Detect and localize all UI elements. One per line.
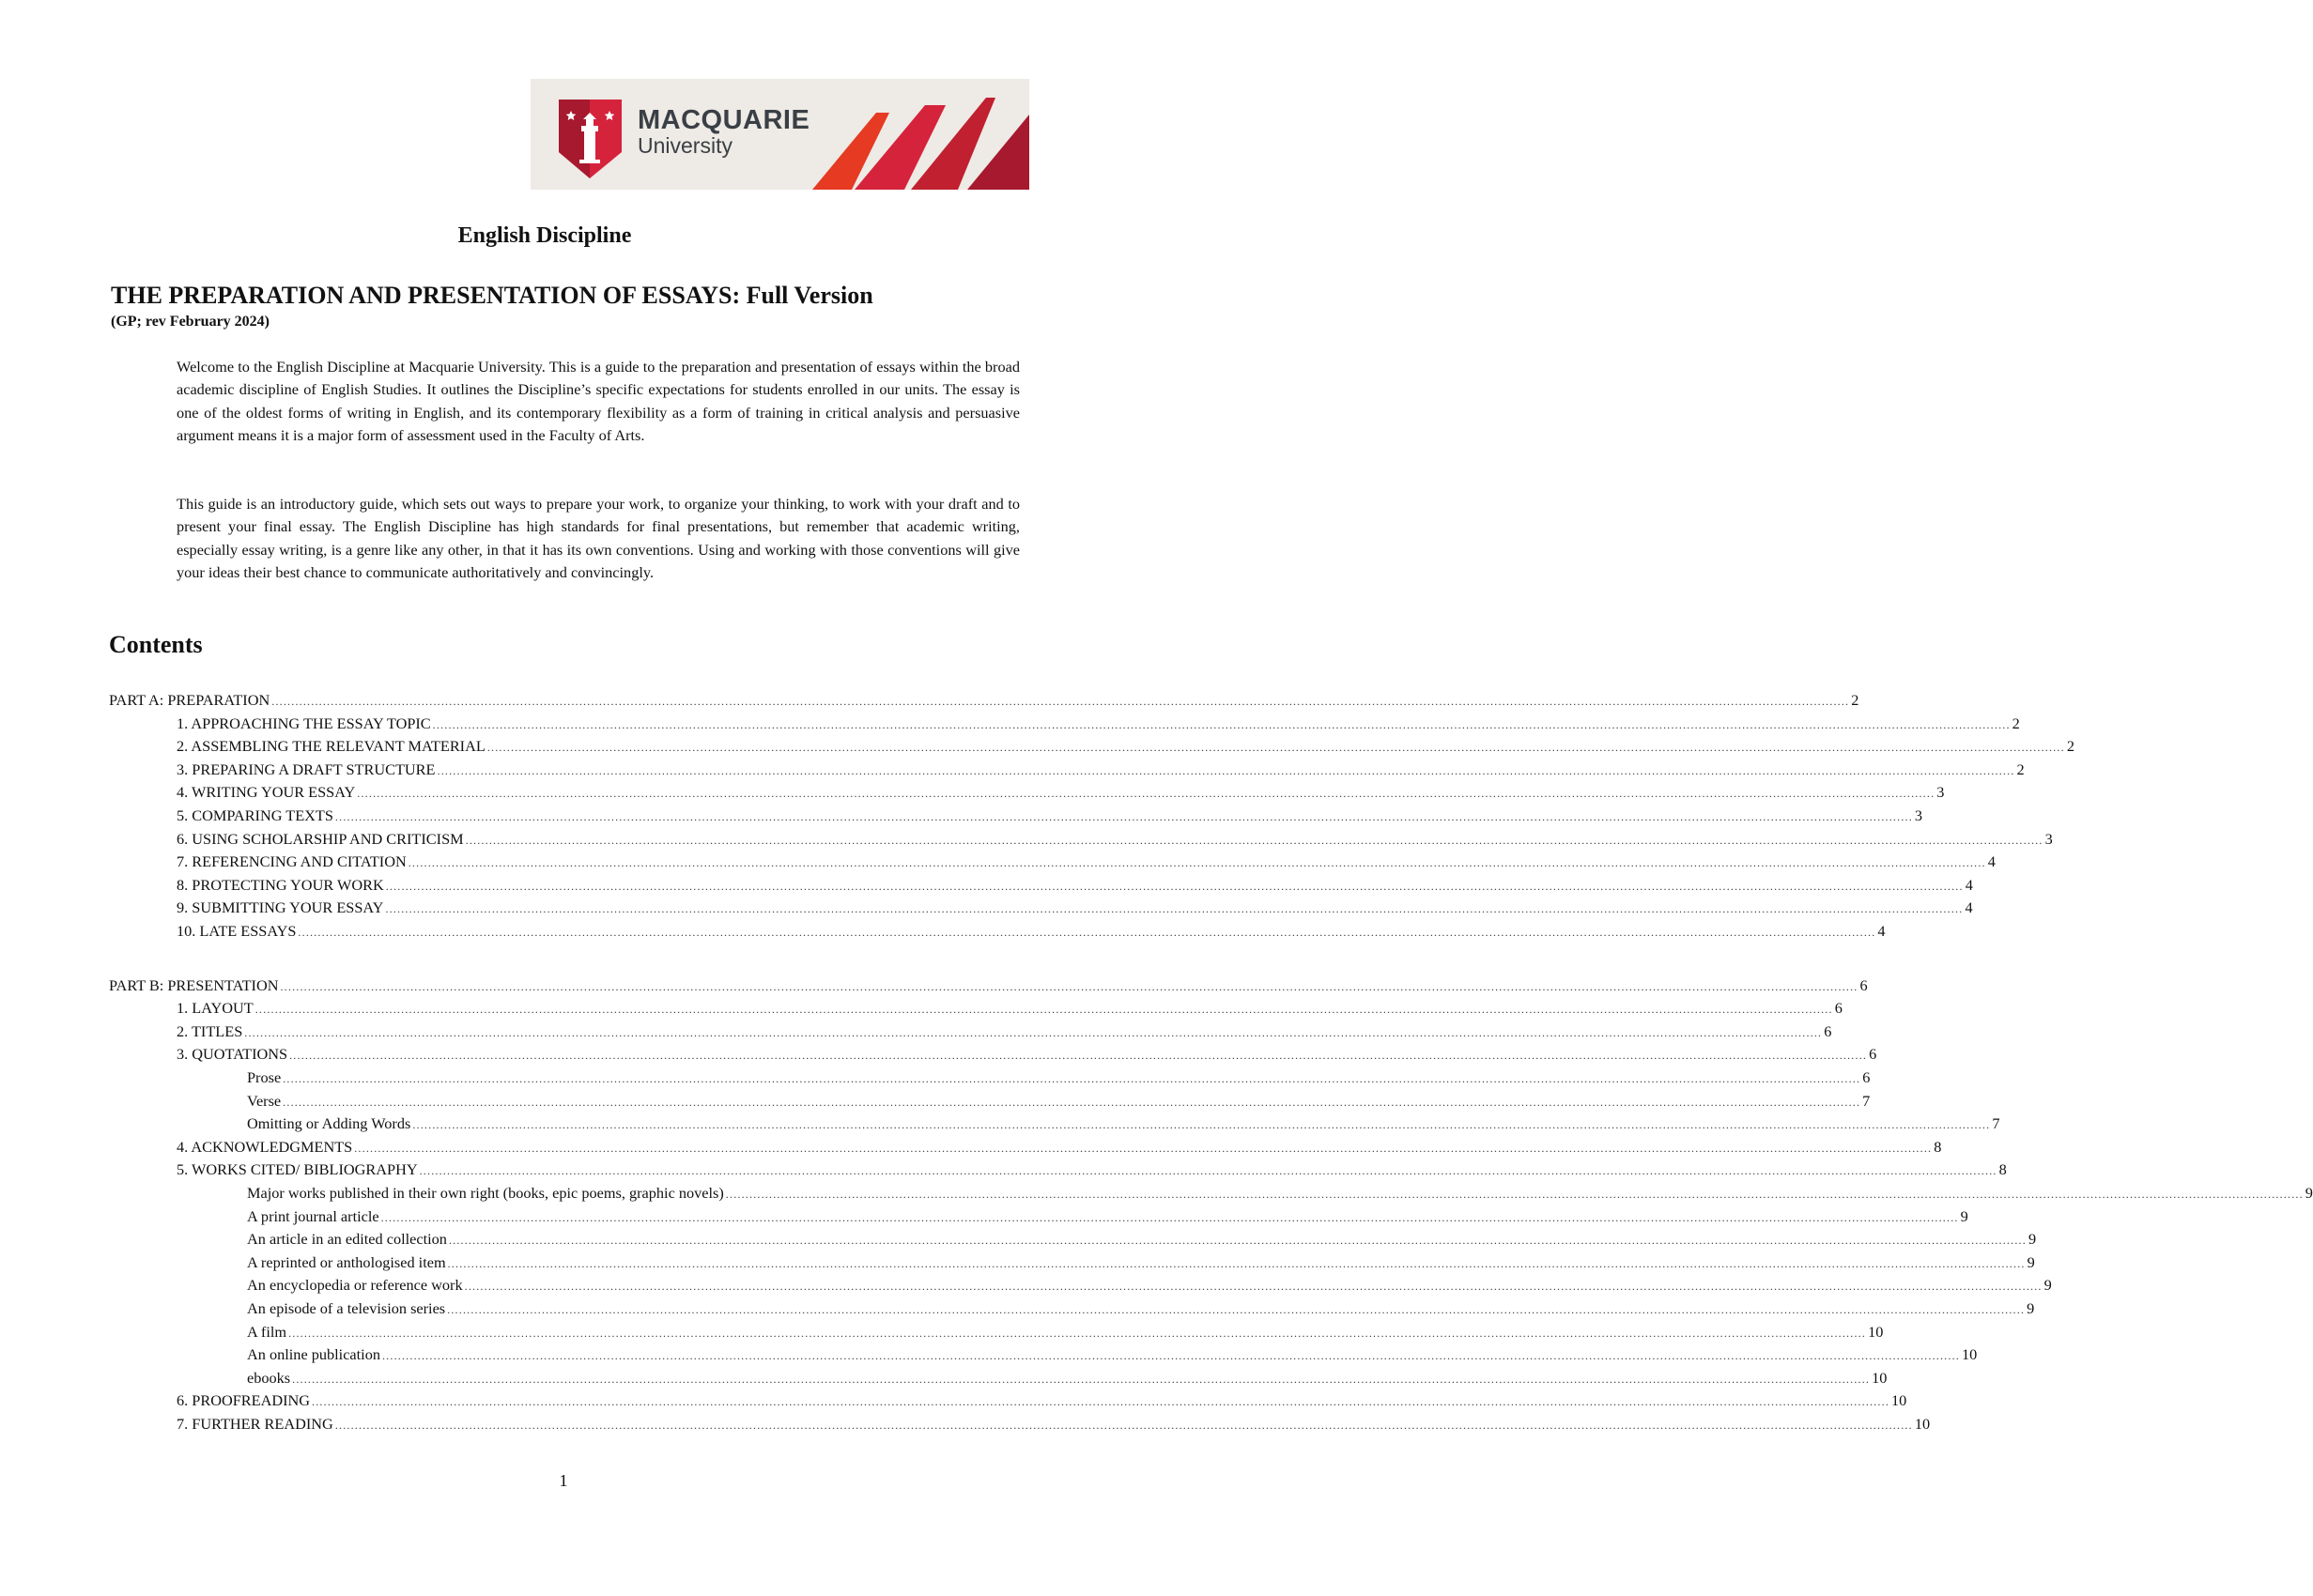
toc-subsection-entry[interactable] [247, 1182, 2313, 1205]
lighthouse-icon [584, 130, 595, 161]
toc-entry-label: An encyclopedia or reference work [247, 1276, 463, 1295]
toc-section-entry[interactable] [177, 897, 1973, 919]
toc-entry-page: 2 [2016, 760, 2025, 778]
toc-entry-page: 2 [2012, 714, 2020, 732]
toc-dot-leader: ................................................................................................................................................................................................................................................................................................................................................................................................................ [447, 1303, 2026, 1316]
toc-dot-leader: ................................................................................................................................................................................................................................................................................................................................................................................................................ [380, 1210, 1959, 1224]
toc-entry-label: 7. FURTHER READING [177, 1415, 333, 1433]
toc-entry-page: 2 [2066, 737, 2074, 756]
toc-dot-leader: ................................................................................................................................................................................................................................................................................................................................................................................................................ [283, 1072, 1861, 1085]
toc-entry-label: 8. PROTECTING YOUR WORK [177, 875, 384, 894]
toc-dot-leader: ................................................................................................................................................................................................................................................................................................................................................................................................................ [357, 787, 1935, 801]
toc-dot-leader: ................................................................................................................................................................................................................................................................................................................................................................................................................ [725, 1188, 2304, 1201]
toc-subsection-entry[interactable] [247, 1297, 2035, 1320]
toc-dot-leader: ................................................................................................................................................................................................................................................................................................................................................................................................................ [385, 902, 1964, 916]
toc-section-entry[interactable] [177, 997, 1843, 1020]
toc-entry-page: 4 [1987, 852, 1996, 871]
toc-entry-label: Major works published in their own right (books, epic poems, graphic novels) [247, 1184, 724, 1202]
intro-paragraph-1: Welcome to the English Discipline at Macquarie University. This is a guide to the preparation and presentation of essays within the broad academic discipline of English Studies. It outlines the Discipline’s specific expectations for students enrolled in our units. The essay is one of the oldest forms of writing in English, and its contemporary flexibility as a form of training in critical analysis and persuasive argument means it is a major form of assessment used in the Faculty of Arts. [177, 358, 1020, 444]
toc-entry-page: 4 [1965, 898, 1973, 917]
toc-entry-page: 9 [2027, 1252, 2035, 1271]
toc-section-entry[interactable] [177, 781, 1945, 804]
toc-subsection-entry[interactable] [247, 1321, 1884, 1343]
toc-dot-leader: ................................................................................................................................................................................................................................................................................................................................................................................................................ [432, 717, 2011, 731]
logo-name-line2: University [638, 133, 732, 158]
toc-entry-page: 6 [1834, 999, 1843, 1018]
toc-entry-page: 6 [1824, 1021, 1832, 1040]
document-revision: (GP; rev February 2024) [111, 314, 270, 330]
logo-name-line1: MACQUARIE [638, 105, 810, 135]
toc-entry-label: Verse [247, 1091, 282, 1110]
toc-entry-label: 1. APPROACHING THE ESSAY TOPIC [177, 714, 431, 732]
toc-entry-page: 3 [1914, 806, 1923, 824]
toc-dot-leader: ................................................................................................................................................................................................................................................................................................................................................................................................................ [464, 1280, 2043, 1294]
toc-section-entry[interactable] [177, 1021, 1832, 1043]
toc-entry-page: 4 [1877, 922, 1886, 940]
toc-entry-label: 1. LAYOUT [177, 999, 254, 1018]
toc-section-entry[interactable] [177, 713, 2020, 735]
toc-entry-page: 10 [1891, 1391, 1907, 1410]
toc-entry-label: PART A: PREPARATION [109, 691, 270, 709]
toc-subsection-entry[interactable] [247, 1274, 2052, 1297]
toc-entry-label: 3. PREPARING A DRAFT STRUCTURE [177, 760, 436, 778]
toc-subsection-entry[interactable] [247, 1251, 2035, 1274]
toc-dot-leader: ................................................................................................................................................................................................................................................................................................................................................................................................................ [271, 695, 1850, 708]
toc-entry-label: 2. ASSEMBLING THE RELEVANT MATERIAL [177, 737, 486, 756]
toc-section-entry[interactable] [177, 851, 1996, 873]
toc-section-entry[interactable] [177, 735, 2074, 758]
toc-section-entry[interactable] [177, 1389, 1907, 1412]
toc-entry-label: PART B: PRESENTATION [109, 975, 279, 994]
toc-entry-page: 4 [1965, 875, 1973, 894]
toc-entry-label: 7. REFERENCING AND CITATION [177, 852, 407, 871]
toc-entry-page: 10 [1868, 1322, 1884, 1341]
toc-dot-leader: ................................................................................................................................................................................................................................................................................................................................................................................................................ [244, 1025, 1823, 1039]
toc-entry-label: 4. WRITING YOUR ESSAY [177, 783, 356, 802]
toc-dot-leader: ................................................................................................................................................................................................................................................................................................................................................................................................................ [354, 1141, 1933, 1155]
toc-entry-label: 5. COMPARING TEXTS [177, 806, 333, 824]
toc-entry-label: 5. WORKS CITED/ BIBLIOGRAPHY [177, 1160, 418, 1179]
toc-entry-label: An article in an edited collection [247, 1230, 447, 1249]
toc-entry-page: 8 [1998, 1160, 2007, 1179]
toc-dot-leader: ................................................................................................................................................................................................................................................................................................................................................................................................................ [254, 1003, 1833, 1017]
toc-entry-label: ebooks [247, 1368, 291, 1387]
toc-entry-page: 2 [1851, 691, 1859, 709]
toc-subsection-entry[interactable] [247, 1090, 1871, 1113]
toc-dot-leader: ................................................................................................................................................................................................................................................................................................................................................................................................................ [288, 1326, 1867, 1340]
toc-dot-leader: ................................................................................................................................................................................................................................................................................................................................................................................................................ [289, 1049, 1868, 1063]
document-title: THE PREPARATION AND PRESENTATION OF ESSAYS: Full Version [111, 282, 873, 309]
toc-entry-label: Omitting or Adding Words [247, 1114, 411, 1133]
toc-section-entry[interactable] [177, 1043, 1877, 1066]
toc-entry-label: 4. ACKNOWLEDGMENTS [177, 1137, 353, 1156]
toc-section-entry[interactable] [177, 805, 1923, 827]
toc-entry-page: 10 [1961, 1345, 1978, 1364]
toc-entry-label: A film [247, 1322, 287, 1341]
toc-subsection-entry[interactable] [247, 1113, 2000, 1135]
toc-dot-leader: ................................................................................................................................................................................................................................................................................................................................................................................................................ [447, 1256, 2026, 1270]
toc-entry-page: 10 [1872, 1368, 1888, 1387]
toc-entry-page: 3 [2044, 829, 2053, 848]
contents-heading: Contents [109, 631, 203, 658]
toc-entry-page: 3 [1936, 783, 1945, 802]
toc-entry-page: 6 [1859, 975, 1868, 994]
toc-entry-page: 9 [2027, 1299, 2035, 1317]
toc-dot-leader: ................................................................................................................................................................................................................................................................................................................................................................................................................ [412, 1118, 1991, 1132]
toc-entry-page: 6 [1869, 1045, 1877, 1064]
toc-subsection-entry[interactable] [247, 1067, 1871, 1089]
toc-section-entry[interactable] [177, 759, 2025, 781]
toc-section-entry[interactable] [177, 920, 1886, 943]
toc-section-entry[interactable] [177, 1413, 1931, 1435]
toc-dot-leader: ................................................................................................................................................................................................................................................................................................................................................................................................................ [381, 1349, 1960, 1363]
page-number: 1 [559, 1471, 568, 1490]
toc-entry-label: 9. SUBMITTING YOUR ESSAY [177, 898, 384, 917]
toc-entry-label: 6. USING SCHOLARSHIP AND CRITICISM [177, 829, 464, 848]
toc-dot-leader: ................................................................................................................................................................................................................................................................................................................................................................................................................ [283, 1095, 1861, 1109]
toc-entry-page: 6 [1862, 1068, 1871, 1086]
toc-entry-page: 9 [2305, 1184, 2313, 1202]
toc-subsection-entry[interactable] [247, 1367, 1888, 1389]
toc-entry-label: A reprinted or anthologised item [247, 1252, 446, 1271]
toc-dot-leader: ................................................................................................................................................................................................................................................................................................................................................................................................................ [334, 1419, 1913, 1432]
toc-dot-leader: ................................................................................................................................................................................................................................................................................................................................................................................................................ [292, 1372, 1871, 1386]
toc-entry-label: A print journal article [247, 1206, 379, 1225]
toc-section-entry[interactable] [177, 874, 1973, 897]
toc-dot-leader: ................................................................................................................................................................................................................................................................................................................................................................................................................ [486, 741, 2065, 755]
discipline-heading: English Discipline [457, 223, 632, 248]
toc-dot-leader: ................................................................................................................................................................................................................................................................................................................................................................................................................ [408, 856, 1986, 870]
toc-entry-page: 7 [1862, 1091, 1871, 1110]
toc-subsection-entry[interactable] [247, 1205, 1968, 1228]
toc-entry-label: An online publication [247, 1345, 380, 1364]
toc-dot-leader: ................................................................................................................................................................................................................................................................................................................................................................................................................ [312, 1395, 1890, 1409]
toc-dot-leader: ................................................................................................................................................................................................................................................................................................................................................................................................................ [419, 1164, 1997, 1178]
intro-paragraph-2: This guide is an introductory guide, which sets out ways to prepare your work, to organize your thinking, to work with your draft and to present your final essay. The English Discipline has high standards for final presentations, but remember that academic writing, especially essay writing, is a genre like any other, in that it has its own conventions. Using and working with those conventions will give your ideas their best chance to communicate authoritatively and convincingly. [177, 495, 1020, 581]
toc-entry-page: 10 [1914, 1415, 1931, 1433]
toc-entry-label: An episode of a television series [247, 1299, 446, 1317]
toc-dot-leader: ................................................................................................................................................................................................................................................................................................................................................................................................................ [448, 1234, 2027, 1248]
toc-section-entry[interactable] [177, 1136, 1942, 1159]
toc-dot-leader: ................................................................................................................................................................................................................................................................................................................................................................................................................ [334, 810, 1913, 823]
toc-dot-leader: ................................................................................................................................................................................................................................................................................................................................................................................................................ [437, 763, 2015, 777]
toc-subsection-entry[interactable] [247, 1343, 1978, 1366]
toc-part-entry[interactable] [109, 974, 1868, 997]
toc-entry-label: 3. QUOTATIONS [177, 1045, 288, 1064]
toc-entry-page: 9 [2028, 1230, 2037, 1249]
toc-section-entry[interactable] [177, 828, 2053, 851]
logo-wordmark [638, 107, 810, 157]
toc-dot-leader: ................................................................................................................................................................................................................................................................................................................................................................................................................ [465, 833, 2043, 847]
toc-part-entry[interactable] [109, 689, 1859, 712]
toc-entry-page: 9 [2043, 1276, 2052, 1295]
toc-entry-label: 10. LATE ESSAYS [177, 922, 297, 940]
university-logo-banner [531, 79, 1029, 190]
toc-dot-leader: ................................................................................................................................................................................................................................................................................................................................................................................................................ [298, 926, 1876, 939]
toc-section-entry[interactable] [177, 1159, 2007, 1181]
toc-entry-label: Prose [247, 1068, 282, 1086]
toc-entry-label: 6. PROOFREADING [177, 1391, 311, 1410]
toc-dot-leader: ................................................................................................................................................................................................................................................................................................................................................................................................................ [385, 879, 1964, 893]
toc-entry-page: 7 [1992, 1114, 2000, 1133]
toc-entry-label: 2. TITLES [177, 1021, 243, 1040]
toc-subsection-entry[interactable] [247, 1228, 2037, 1251]
toc-dot-leader: ................................................................................................................................................................................................................................................................................................................................................................................................................ [280, 979, 1858, 993]
toc-entry-page: 8 [1934, 1137, 1942, 1156]
toc-entry-page: 9 [1960, 1206, 1968, 1225]
